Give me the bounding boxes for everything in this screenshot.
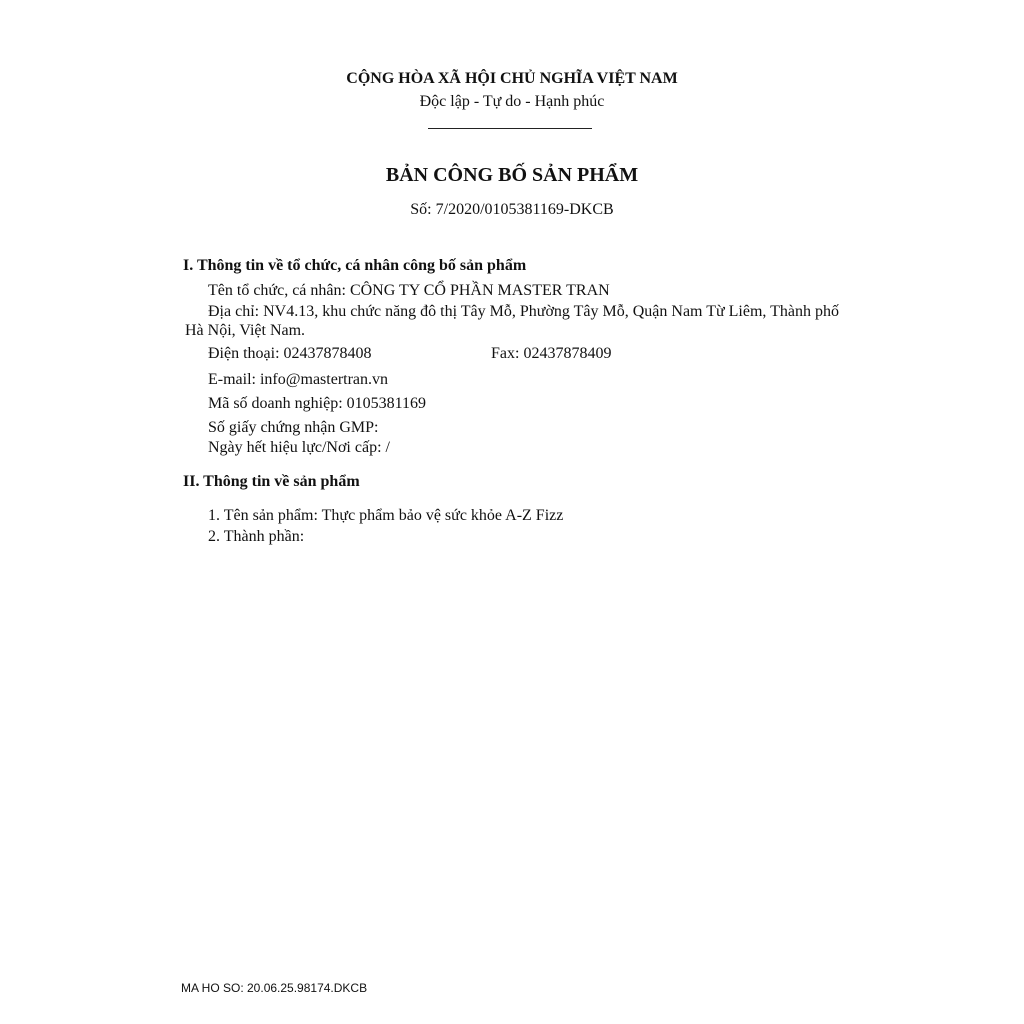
document-number: Số: 7/2020/0105381169-DKCB: [410, 201, 614, 218]
phone-number: Điện thoại: 02437878408: [208, 345, 372, 362]
dossier-code: MA HO SO: 20.06.25.98174.DKCB: [181, 981, 368, 995]
organization-address: Địa chỉ: NV4.13, khu chức năng đô thị Tây Mỗ, Phường Tây Mỗ, Quận Nam Từ Liêm, Thành phố Hà Nội, Việt Nam.: [185, 303, 839, 339]
list-item: 2. Thành phần:: [208, 528, 305, 545]
document-title: BẢN CÔNG BỐ SẢN PHẨM: [385, 164, 639, 186]
business-code: Mã số doanh nghiệp: 0105381169: [208, 395, 427, 412]
gmp-certificate: Số giấy chứng nhận GMP:: [208, 419, 379, 436]
national-title: CỘNG HÒA XÃ HỘI CHỦ NGHĨA VIỆT NAM: [346, 70, 678, 87]
national-motto: Độc lập - Tự do - Hạnh phúc: [419, 93, 605, 110]
email-address: E-mail: info@mastertran.vn: [208, 371, 389, 388]
organization-name: Tên tổ chức, cá nhân: CÔNG TY CỔ PHẦN MASTER TRAN: [208, 282, 610, 299]
list-item: 1. Tên sản phẩm: Thực phẩm bảo vệ sức khỏe A-Z Fizz: [208, 507, 564, 524]
header-divider: [428, 128, 592, 129]
fax-number: Fax: 02437878409: [491, 345, 612, 362]
section-1-heading: I. Thông tin về tổ chức, cá nhân công bố sản phẩm: [183, 257, 527, 274]
section-2-heading: II. Thông tin về sản phẩm: [183, 473, 360, 490]
expiry-issuer: Ngày hết hiệu lực/Nơi cấp: /: [208, 439, 390, 456]
